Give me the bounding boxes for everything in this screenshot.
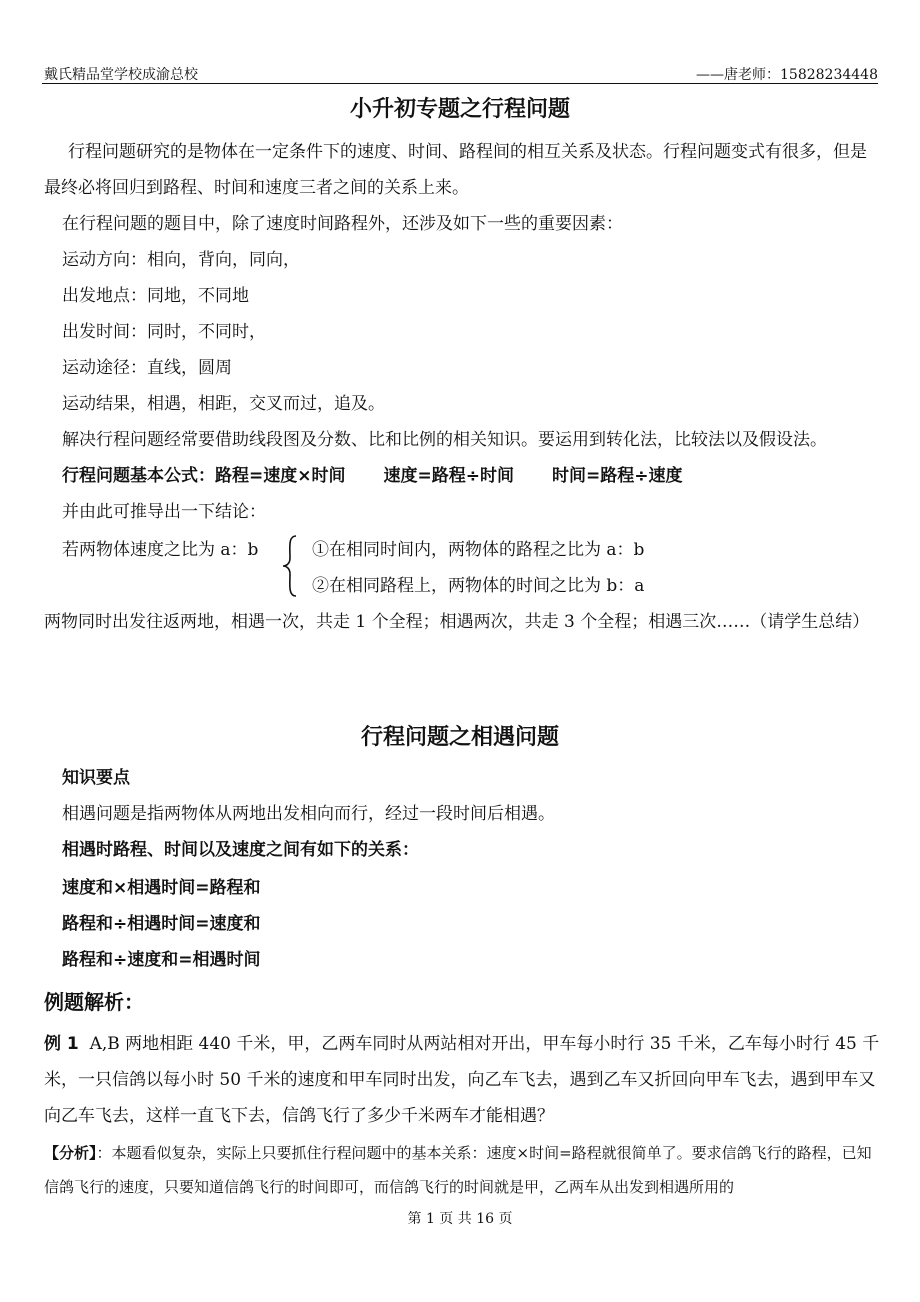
example-1-label: 例 1 <box>44 1034 79 1054</box>
ratio-same-time: ①在相同时间内，两物体的路程之比为 a：b <box>312 540 645 560</box>
meeting-definition: 相遇问题是指两物体从两地出发相向而行，经过一段时间后相遇。 <box>62 804 555 824</box>
formula-distance: 路程=速度×时间 <box>215 466 346 486</box>
ratio-same-distance: ②在相同路程上，两物体的时间之比为 b：a <box>312 576 645 596</box>
example-1 <box>44 1026 880 1134</box>
formula-time: 时间=路程÷速度 <box>552 466 683 486</box>
intro-paragraph-4: 并由此可推导出一下结论： <box>62 502 266 522</box>
intro-paragraph-5: 两物同时出发往返两地，相遇一次，共走 1 个全程；相遇两次，共走 3 个全程；相遇三次……（请学生总结） <box>44 612 870 632</box>
brace-icon <box>280 534 300 598</box>
meeting-formula-2: 路程和÷相遇时间=速度和 <box>62 914 261 934</box>
factor-result: 运动结果，相遇，相距，交叉而过，追及。 <box>62 394 385 414</box>
example-1-text: A,B 两地相距 440 千米，甲，乙两车同时从两站相对开出，甲车每小时行 35 千米，乙车每小时行 45 千米，一只信鸽以每小时 50 千米的速度和甲车同时出发，向乙车飞去，遇到乙车又折回向甲车飞去，遇到甲车又向乙车飞去，这样一直飞下去，信鸽飞行了多少千米两车才能相遇？ <box>44 1034 880 1126</box>
examples-heading: 例题解析： <box>44 990 144 1014</box>
formula-label: 行程问题基本公式： <box>62 466 215 486</box>
section-title: 行程问题之相遇问题 <box>360 725 559 750</box>
intro-paragraph-2: 在行程问题的题目中，除了速度时间路程外，还涉及如下一些的重要因素： <box>62 214 623 234</box>
factor-path: 运动途径：直线，圆周 <box>62 358 232 378</box>
factor-start-place: 出发地点：同地，不同地 <box>62 286 249 306</box>
analysis-text: ：本题看似复杂，实际上只要抓住行程问题中的基本关系：速度×时间=路程就很简单了。要求信鸽飞行的路程，已知信鸽飞行的速度，只要知道信鸽飞行的时间即可，而信鸽飞行的时间就是甲，乙两车从出发到相遇所用的 <box>44 1144 872 1196</box>
header-school: 戴氏精品堂学校成渝总校 <box>44 67 198 83</box>
header-rule <box>42 83 878 84</box>
ratio-lead: 若两物体速度之比为 a：b <box>62 540 259 560</box>
relation-heading: 相遇时路程、时间以及速度之间有如下的关系： <box>62 840 419 860</box>
factor-start-time: 出发时间：同时，不同时， <box>62 322 266 342</box>
factor-direction: 运动方向：相向，背向，同向， <box>62 250 300 270</box>
intro-paragraph-1: 行程问题研究的是物体在一定条件下的速度、时间、路程间的相互关系及状态。行程问题变式有很多，但是最终必将回归到路程、时间和速度三者之间的关系上来。 <box>44 142 867 198</box>
analysis <box>44 1136 880 1204</box>
header-teacher: ——唐老师：15828234448 <box>696 67 878 83</box>
meeting-formula-3: 路程和÷速度和=相遇时间 <box>62 950 261 970</box>
knowledge-heading: 知识要点 <box>62 768 130 788</box>
basic-formulas <box>62 458 880 494</box>
formula-speed: 速度=路程÷时间 <box>383 466 514 486</box>
analysis-label: 【分析】 <box>44 1144 97 1162</box>
intro-paragraph-3: 解决行程问题经常要借助线段图及分数、比和比例的相关知识。要运用到转化法，比较法以及假设法。 <box>62 430 827 450</box>
page-title: 小升初专题之行程问题 <box>349 97 570 122</box>
page-footer: 第 1 页 共 16 页 <box>407 1211 513 1227</box>
meeting-formula-1: 速度和×相遇时间=路程和 <box>62 878 261 898</box>
